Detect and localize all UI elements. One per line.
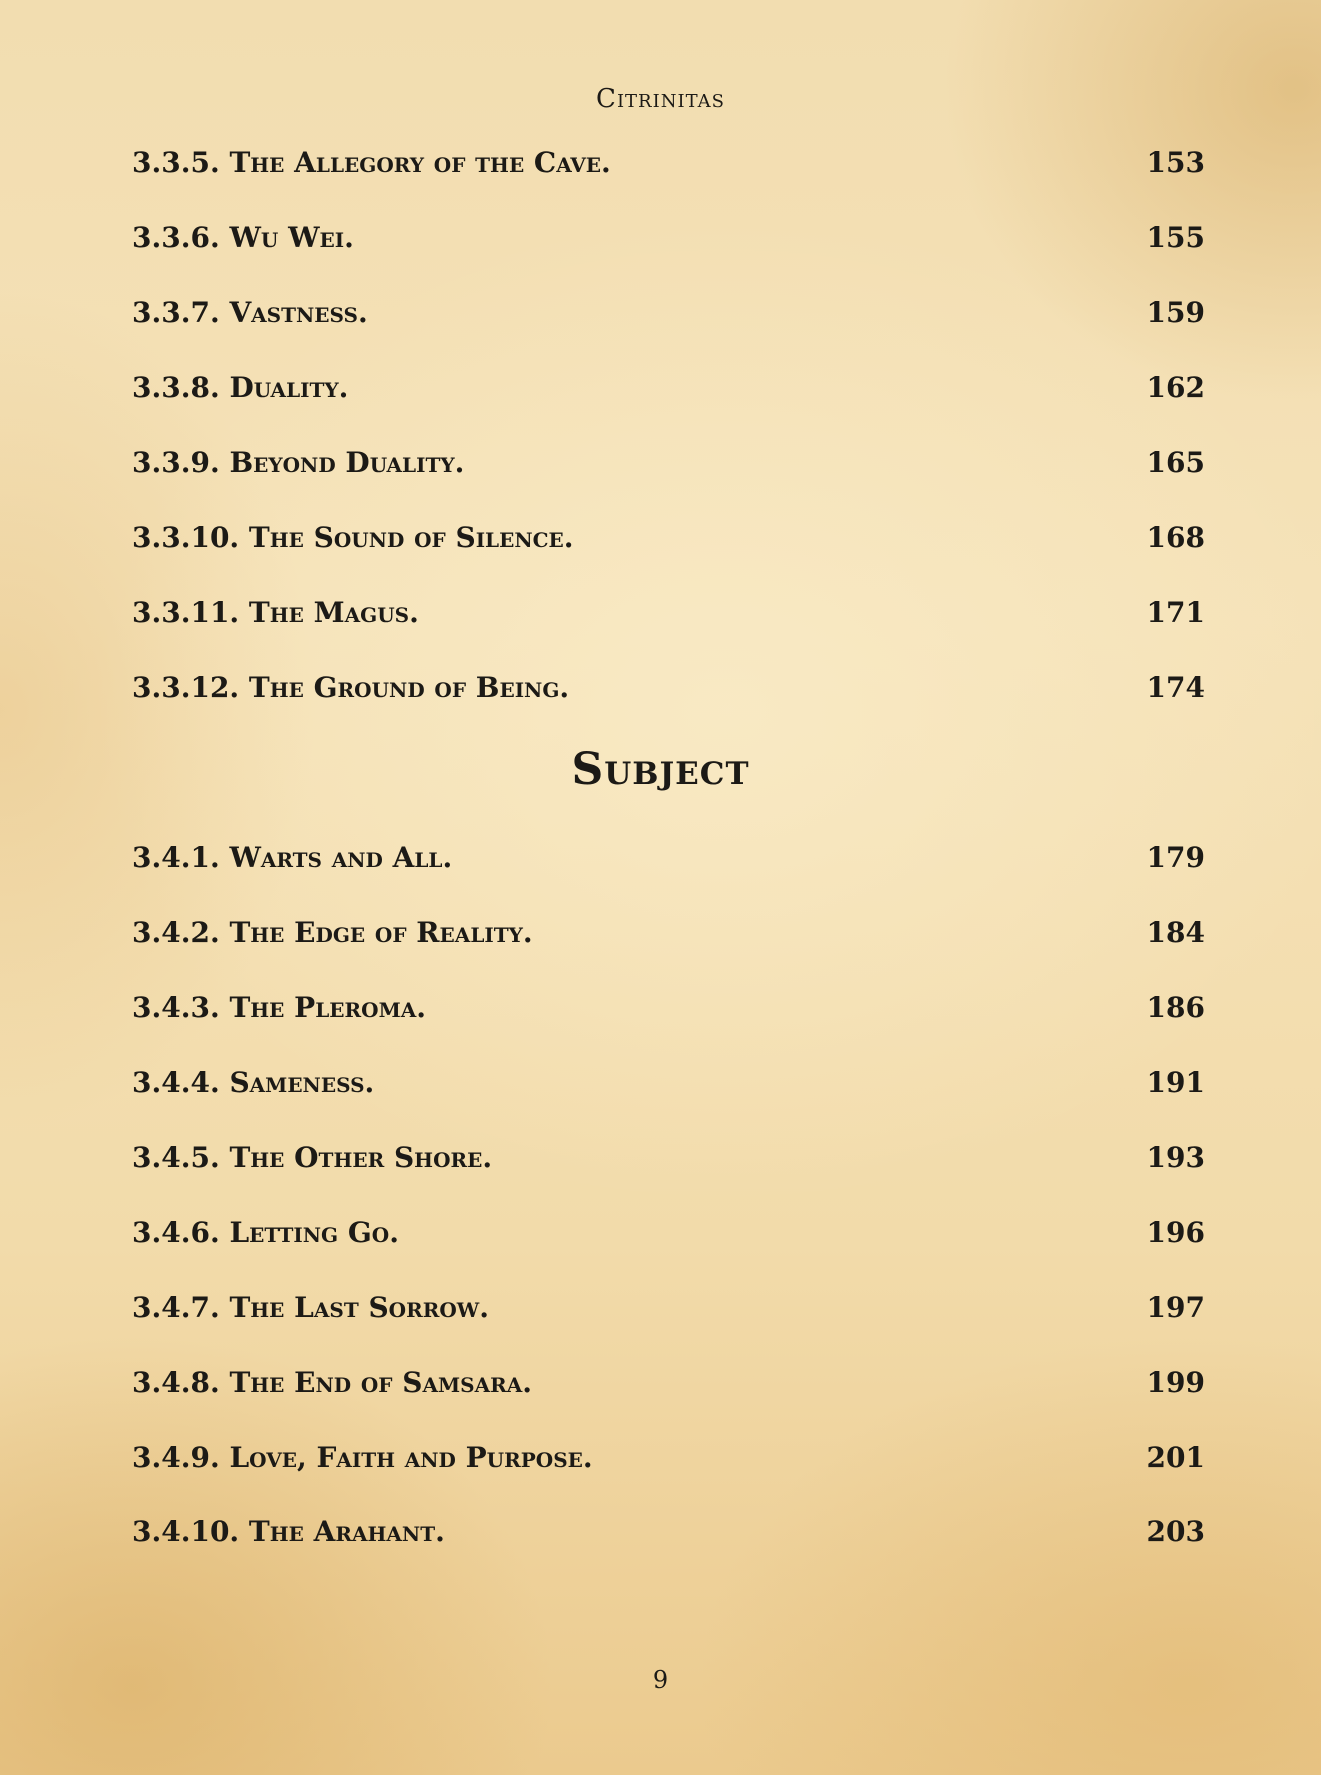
toc-entry[interactable] [132,1287,1205,1327]
toc-entry-page: 165 [1146,445,1205,479]
toc-entry-title: 3.3.11. The Magus. [132,595,419,629]
toc-entry-title: 3.3.7. Vastness. [132,295,368,329]
toc-entry-page: 159 [1146,295,1205,329]
toc-entry-page: 179 [1146,840,1205,874]
toc-entry-title: 3.4.7. The Last Sorrow. [132,1290,489,1324]
toc-entry-title: 3.4.4. Sameness. [132,1065,375,1099]
section-heading: Subject [571,744,750,795]
toc-entry-page: 171 [1146,595,1205,629]
toc-entry-page: 197 [1146,1290,1205,1324]
toc-entry-page: 191 [1146,1065,1205,1099]
toc-entry-page: 155 [1146,220,1205,254]
toc-entry-title: 3.3.9. Beyond Duality. [132,445,465,479]
toc-entry[interactable] [132,837,1205,877]
toc-entry[interactable] [132,1062,1205,1102]
toc-entry-title: 3.3.5. The Allegory of the Cave. [132,145,611,179]
toc-entry-title: 3.4.2. The Edge of Reality. [132,915,533,949]
toc-entry[interactable] [132,1212,1205,1252]
toc-entry[interactable] [132,592,1205,632]
running-head: Citrinitas [596,84,725,114]
toc-entry-title: 3.4.9. Love, Faith and Purpose. [132,1440,593,1474]
toc-entry-page: 153 [1146,145,1205,179]
toc-entry-page: 203 [1146,1514,1205,1548]
toc-entry-page: 174 [1146,670,1205,704]
toc-entry[interactable] [132,912,1205,952]
toc-entry-title: 3.4.1. Warts and All. [132,840,453,874]
toc-entry-title: 3.3.8. Duality. [132,370,349,404]
toc-entry-page: 196 [1146,1215,1205,1249]
toc-entry[interactable] [132,1511,1205,1551]
toc-entry-page: 199 [1146,1365,1205,1399]
toc-entry-title: 3.3.10. The Sound of Silence. [132,520,574,554]
toc-entry[interactable] [132,142,1205,182]
toc-entry-page: 168 [1146,520,1205,554]
toc-entry-title: 3.3.6. Wu Wei. [132,220,354,254]
toc-entry[interactable] [132,987,1205,1027]
toc-entry-page: 162 [1146,370,1205,404]
toc-entry[interactable] [132,367,1205,407]
toc-entry-page: 186 [1146,990,1205,1024]
toc-entry[interactable] [132,1362,1205,1402]
toc-entry-title: 3.4.3. The Pleroma. [132,990,426,1024]
toc-entry-title: 3.4.6. Letting Go. [132,1215,399,1249]
toc-entry-page: 193 [1146,1140,1205,1174]
toc-entry[interactable] [132,217,1205,257]
toc-entry[interactable] [132,1137,1205,1177]
toc-entry[interactable] [132,442,1205,482]
page-number: 9 [652,1666,669,1694]
toc-entry-title: 3.4.10. The Arahant. [132,1514,445,1548]
toc-entry-page: 184 [1146,915,1205,949]
toc-entry-title: 3.4.8. The End of Samsara. [132,1365,532,1399]
toc-entry-page: 201 [1146,1440,1205,1474]
toc-entry[interactable] [132,667,1205,707]
toc-entry[interactable] [132,1437,1205,1477]
toc-entry-title: 3.4.5. The Other Shore. [132,1140,493,1174]
toc-entry-title: 3.3.12. The Ground of Being. [132,670,570,704]
toc-entry[interactable] [132,517,1205,557]
toc-entry[interactable] [132,292,1205,332]
